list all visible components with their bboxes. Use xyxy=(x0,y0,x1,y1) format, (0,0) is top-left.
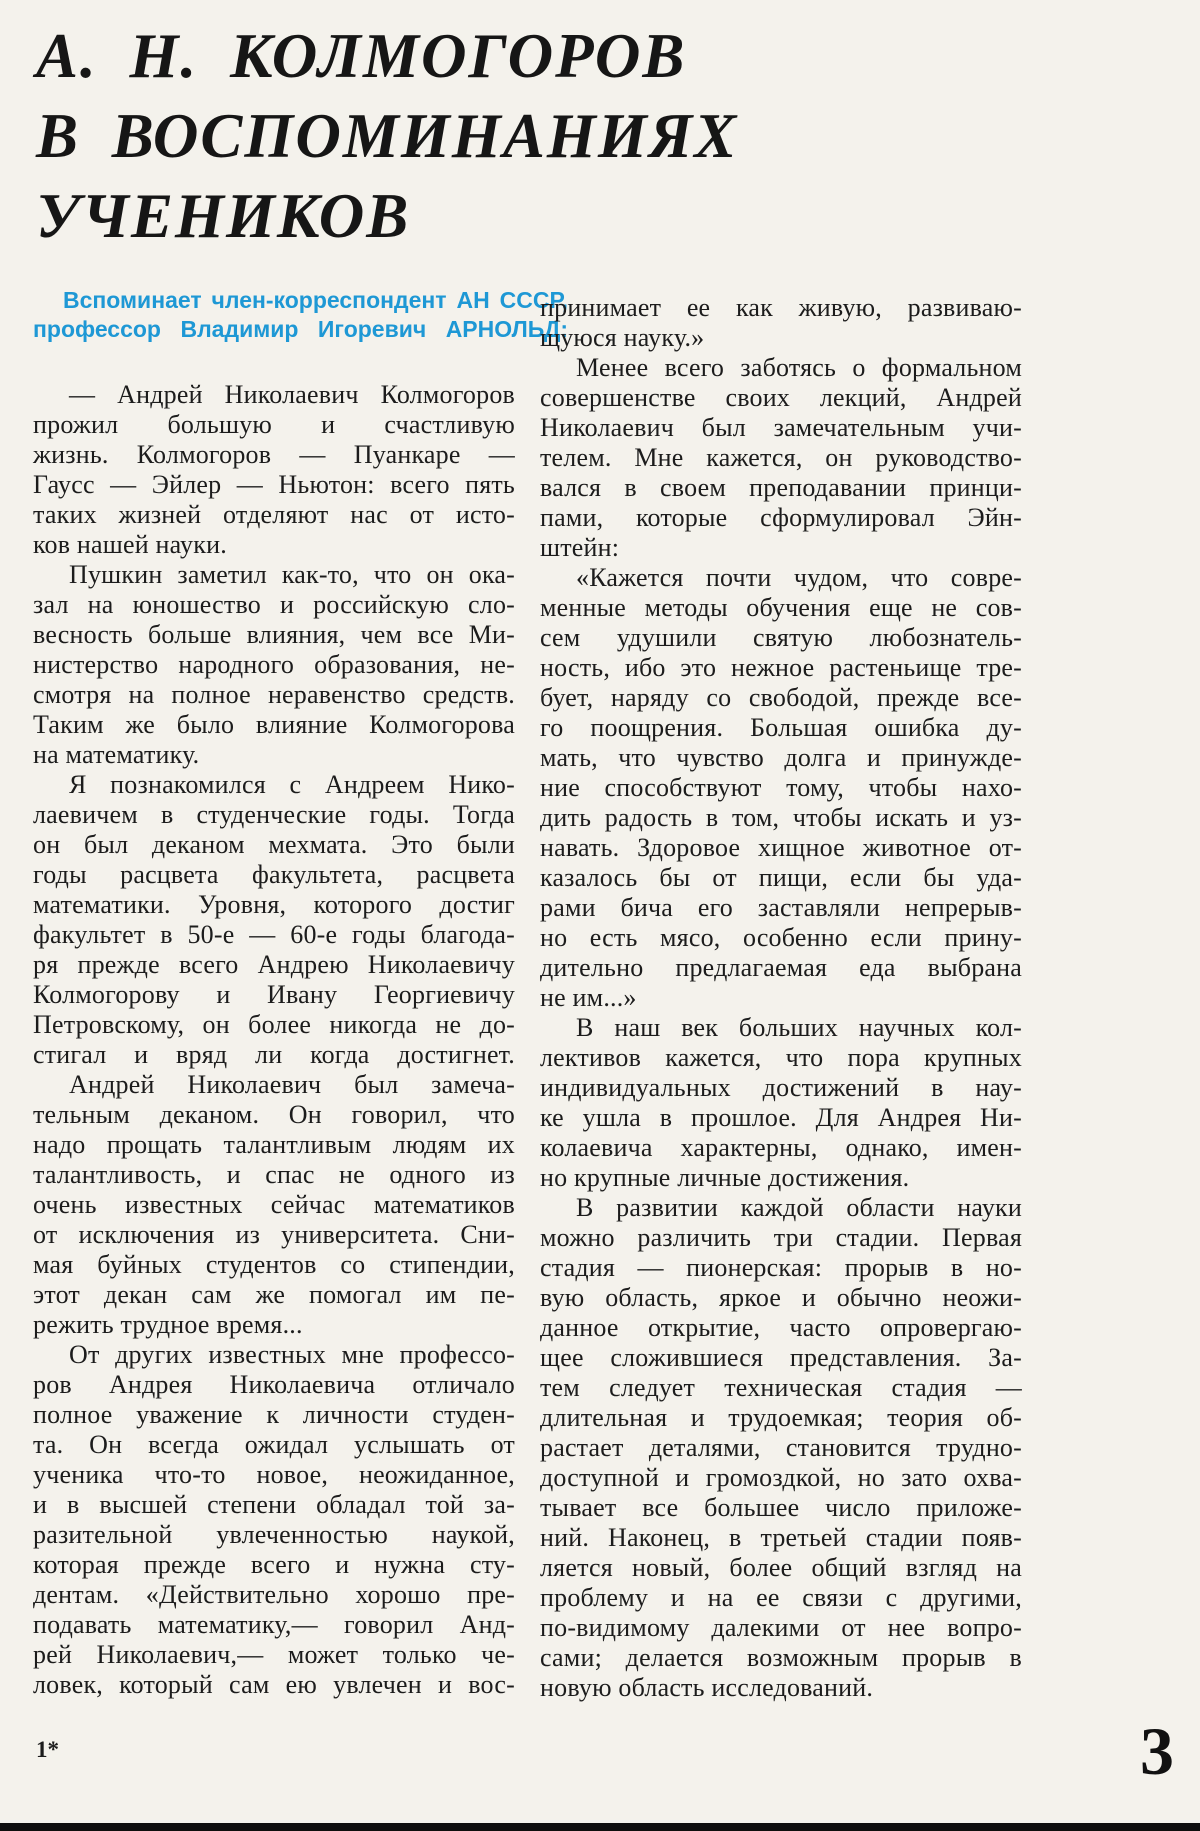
text-line: ков нашей науки. xyxy=(33,530,227,559)
text-line: индивидуальных достижений в нау- xyxy=(540,1073,1022,1102)
text-line: проблему и на ее связи с другими, xyxy=(540,1583,1022,1612)
article-lede xyxy=(33,286,568,344)
text-line: талантливость, и спас не одного из xyxy=(33,1160,515,1189)
text-line: но крупные личные достижения. xyxy=(540,1163,910,1192)
text-line: тывает все большее число приложе- xyxy=(540,1493,1022,1522)
text-line: казалось бы от пищи, если бы уда- xyxy=(540,863,1022,892)
text-line: подавать математику,— говорил Анд- xyxy=(33,1610,515,1639)
text-line: надо прощать талантливым людям их xyxy=(33,1130,515,1159)
text-line: щуюся науку.» xyxy=(540,323,705,352)
text-line: менные методы обучения еще не сов- xyxy=(540,593,1022,622)
scan-bottom-edge xyxy=(0,1823,1200,1831)
title-line-2: В ВОСПОМИНАНИЯХ xyxy=(36,101,739,171)
text-line: навать. Здоровое хищное животное от- xyxy=(540,833,1022,862)
text-line: вался в своем преподавании принци- xyxy=(540,473,1022,502)
lede-line-2: профессор Владимир Игоревич АРНОЛЬД: xyxy=(33,316,568,342)
text-line: таких жизней отделяют нас от исто- xyxy=(33,500,515,529)
lede-line-1: Вспоминает член-корреспондент АН СССР, xyxy=(63,287,568,313)
text-line: дительно предлагаемая еда выбрана xyxy=(540,953,1022,982)
text-line: разительной увлеченностью наукой, xyxy=(33,1520,515,1549)
text-line: дить радость в том, чтобы искать и уз- xyxy=(540,803,1022,832)
text-line: ря прежде всего Андрею Николаевичу xyxy=(33,950,515,979)
text-line: дентам. «Действительно хорошо пре- xyxy=(33,1580,515,1609)
text-line: Гаусс — Эйлер — Ньютон: всего пять xyxy=(33,470,515,499)
text-line: на математику. xyxy=(33,740,200,769)
text-line: штейн: xyxy=(540,533,620,562)
text-line: длительная и трудоемкая; теория об- xyxy=(540,1403,1022,1432)
text-line: не им...» xyxy=(540,983,637,1012)
text-line: телем. Мне кажется, он руководство- xyxy=(540,443,1022,472)
text-line: ность, ибо это нежное растеньище тре- xyxy=(540,653,1022,682)
text-line: Пушкин заметил как-то, что он ока- xyxy=(69,560,515,589)
text-line: данное открытие, часто опровергаю- xyxy=(540,1313,1022,1342)
text-line: по-видимому далекими от нее вопро- xyxy=(540,1613,1022,1642)
text-line: Таким же было влияние Колмогорова xyxy=(33,710,515,739)
text-line: принимает ее как живую, развиваю- xyxy=(540,293,1022,322)
text-line: лаевичем в студенческие годы. Тогда xyxy=(33,800,515,829)
text-line: ров Андрея Николаевича отличало xyxy=(33,1370,515,1399)
text-line: В развитии каждой области науки xyxy=(576,1193,1022,1222)
text-line: годы расцвета факультета, расцвета xyxy=(33,860,515,889)
text-line: и в высшей степени обладал той за- xyxy=(33,1490,515,1519)
text-line: но есть мясо, особенно если прину- xyxy=(540,923,1022,952)
text-line: режить трудное время... xyxy=(33,1310,303,1339)
article-title xyxy=(36,16,738,256)
text-line: прожил большую и счастливую xyxy=(33,410,515,439)
text-line: ляется новый, более общий взгляд на xyxy=(540,1553,1022,1582)
text-line: факультет в 50-е — 60-е годы благода- xyxy=(33,920,515,949)
text-line: которая прежде всего и нужна сту- xyxy=(33,1550,515,1579)
signature-mark: 1* xyxy=(36,1737,59,1762)
text-line: «Кажется почти чудом, что совре- xyxy=(576,563,1022,592)
text-line: Андрей Николаевич был замеча- xyxy=(69,1070,515,1099)
text-line: жизнь. Колмогоров — Пуанкаре — xyxy=(33,440,515,469)
text-line: мая буйных студентов со стипендии, xyxy=(33,1250,515,1279)
text-line: Петровскому, он более никогда не до- xyxy=(33,1010,515,1039)
text-line: можно различить три стадии. Первая xyxy=(540,1223,1022,1252)
text-line: смотря на полное неравенство средств. xyxy=(33,680,515,709)
text-line: сем удушили святую любознатель- xyxy=(540,623,1022,652)
text-line: ние способствуют тому, чтобы нахо- xyxy=(540,773,1022,802)
text-line: весность больше влияния, чем все Ми- xyxy=(33,620,515,649)
text-line: новую область исследований. xyxy=(540,1673,874,1702)
column-right xyxy=(540,293,1022,1703)
text-line: рей Николаевич,— может только че- xyxy=(33,1640,515,1669)
text-line: го поощрения. Большая ошибка ду- xyxy=(540,713,1022,742)
text-line: Николаевич был замечательным учи- xyxy=(540,413,1022,442)
page-number: 3 xyxy=(1140,1713,1174,1789)
text-line: Я познакомился с Андреем Нико- xyxy=(69,770,515,799)
text-line: лективов кажется, что пора крупных xyxy=(540,1043,1022,1072)
text-line: пами, которые сформулировал Эйн- xyxy=(540,503,1022,532)
text-line: — Андрей Николаевич Колмогоров xyxy=(69,380,515,409)
text-line: щее сложившиеся представления. За- xyxy=(540,1343,1022,1372)
text-line: стадия — пионерская: прорыв в но- xyxy=(540,1253,1022,1282)
text-line: бует, наряду со свободой, прежде все- xyxy=(540,683,1022,712)
text-line: вую область, яркое и обычно неожи- xyxy=(540,1283,1022,1312)
text-line: тем следует техническая стадия — xyxy=(540,1373,1022,1402)
text-line: математики. Уровня, которого достиг xyxy=(33,890,515,919)
text-line: доступной и громоздкой, но зато охва- xyxy=(540,1463,1022,1492)
text-line: ловек, который сам ею увлечен и вос- xyxy=(33,1670,515,1699)
text-line: та. Он всегда ожидал услышать от xyxy=(33,1430,515,1459)
text-line: ний. Наконец, в третьей стадии появ- xyxy=(540,1523,1022,1552)
text-line: мать, что чувство долга и принужде- xyxy=(540,743,1022,772)
text-line: ке ушла в прошлое. Для Андрея Ни- xyxy=(540,1103,1022,1132)
text-line: стигал и вряд ли когда достигнет. xyxy=(33,1040,515,1069)
text-line: растает деталями, становится трудно- xyxy=(540,1433,1022,1462)
text-line: Колмогорову и Ивану Георгиевичу xyxy=(33,980,515,1009)
text-line: колаевича характерны, однако, имен- xyxy=(540,1133,1022,1162)
text-line: ученика что-то новое, неожиданное, xyxy=(33,1460,515,1489)
text-line: сами; делается возможным прорыв в xyxy=(540,1643,1022,1672)
text-line: В наш век больших научных кол- xyxy=(576,1013,1022,1042)
text-line: очень известных сейчас математиков xyxy=(33,1190,515,1219)
text-line: от исключения из университета. Сни- xyxy=(33,1220,515,1249)
text-line: От других известных мне профессо- xyxy=(69,1340,515,1369)
text-line: зал на юношество и российскую сло- xyxy=(33,590,515,619)
column-left xyxy=(33,380,515,1700)
title-line-3: УЧЕНИКОВ xyxy=(36,181,411,251)
text-line: полное уважение к личности студен- xyxy=(33,1400,515,1429)
text-line: нистерство народного образования, не- xyxy=(33,650,515,679)
text-line: рами бича его заставляли непрерыв- xyxy=(540,893,1022,922)
text-line: совершенстве своих лекций, Андрей xyxy=(540,383,1022,412)
text-line: он был деканом мехмата. Это были xyxy=(33,830,515,859)
title-line-1: А. Н. КОЛМОГОРОВ xyxy=(36,21,687,91)
text-line: тельным деканом. Он говорил, что xyxy=(33,1100,515,1129)
text-line: Менее всего заботясь о формальном xyxy=(576,353,1022,382)
text-line: этот декан сам же помогал им пе- xyxy=(33,1280,515,1309)
